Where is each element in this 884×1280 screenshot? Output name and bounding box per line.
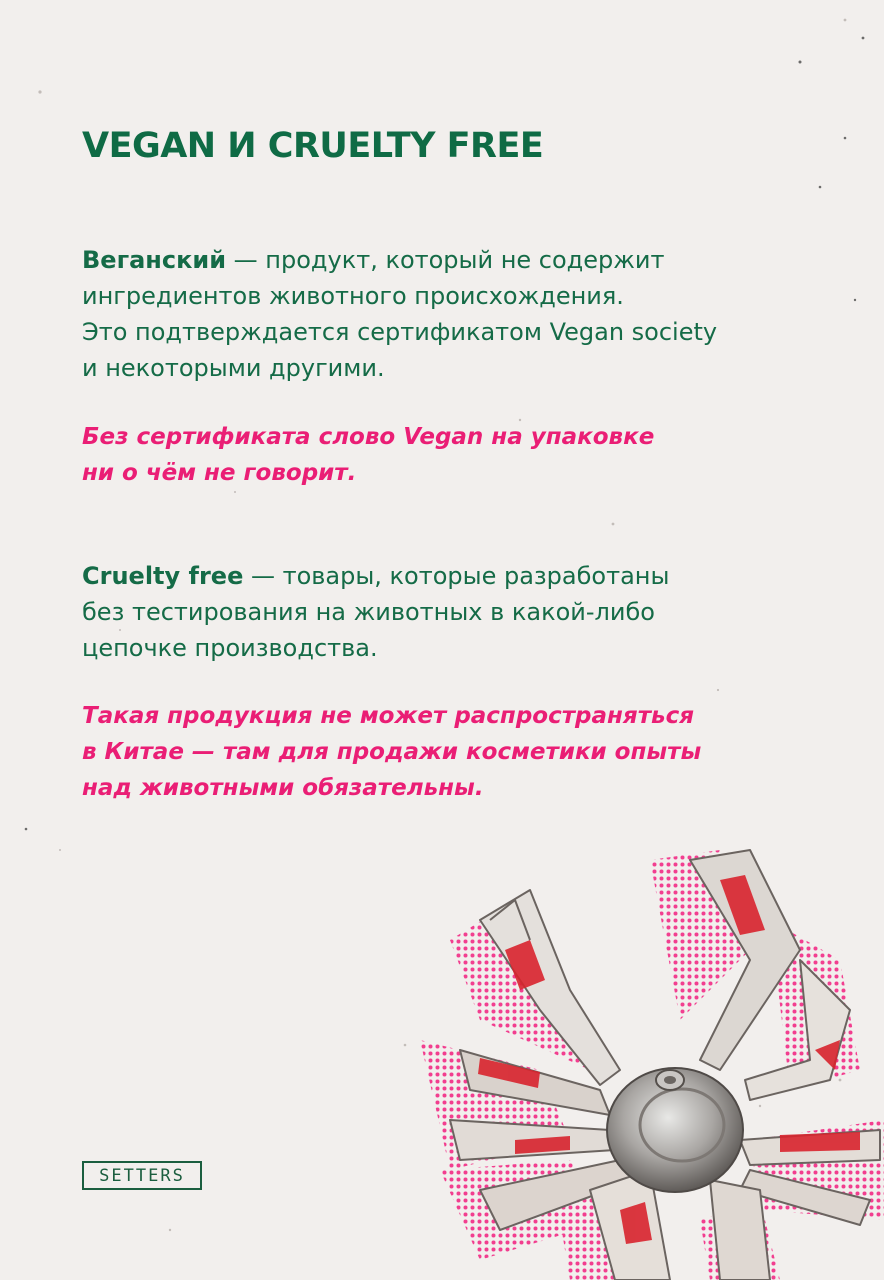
page-title: VEGAN И CRUELTY FREE (82, 126, 544, 166)
vegan-note-line-2: ни о чём не говорит. (82, 460, 357, 486)
vegan-note-line-1: Без сертификата слово Vegan на упаковке (82, 424, 655, 450)
setters-logo: SETTERS (82, 1161, 202, 1190)
cruelty-note-line-2: в Китае — там для продажи косметики опыты (82, 739, 702, 765)
cruelty-note-line-1: Такая продукция не может распространяться (82, 703, 694, 729)
vegan-term: Веганский (82, 246, 227, 274)
crab-made-of-cans-icon (420, 840, 884, 1280)
cruelty-def-line-3: цепочке производства. (82, 634, 378, 662)
cruelty-def-line-1: — товары, которые разработаны (243, 562, 670, 590)
vegan-definition (82, 242, 717, 386)
vegan-def-line-3: Это подтверждается сертификатом Vegan society (82, 318, 718, 346)
vegan-def-line-4: и некоторыми другими. (82, 354, 385, 382)
cruelty-free-note (82, 698, 701, 806)
vegan-def-line-2: ингредиентов животного происхождения. (82, 282, 624, 310)
cruelty-def-line-2: без тестирования на животных в какой-либо (82, 598, 655, 626)
cruelty-free-definition (82, 558, 669, 666)
cruelty-note-line-3: над животными обязательны. (82, 775, 484, 801)
cruelty-free-term: Cruelty free (82, 562, 244, 590)
vegan-note (82, 419, 654, 491)
vegan-def-line-1: — продукт, который не содержит (226, 246, 665, 274)
